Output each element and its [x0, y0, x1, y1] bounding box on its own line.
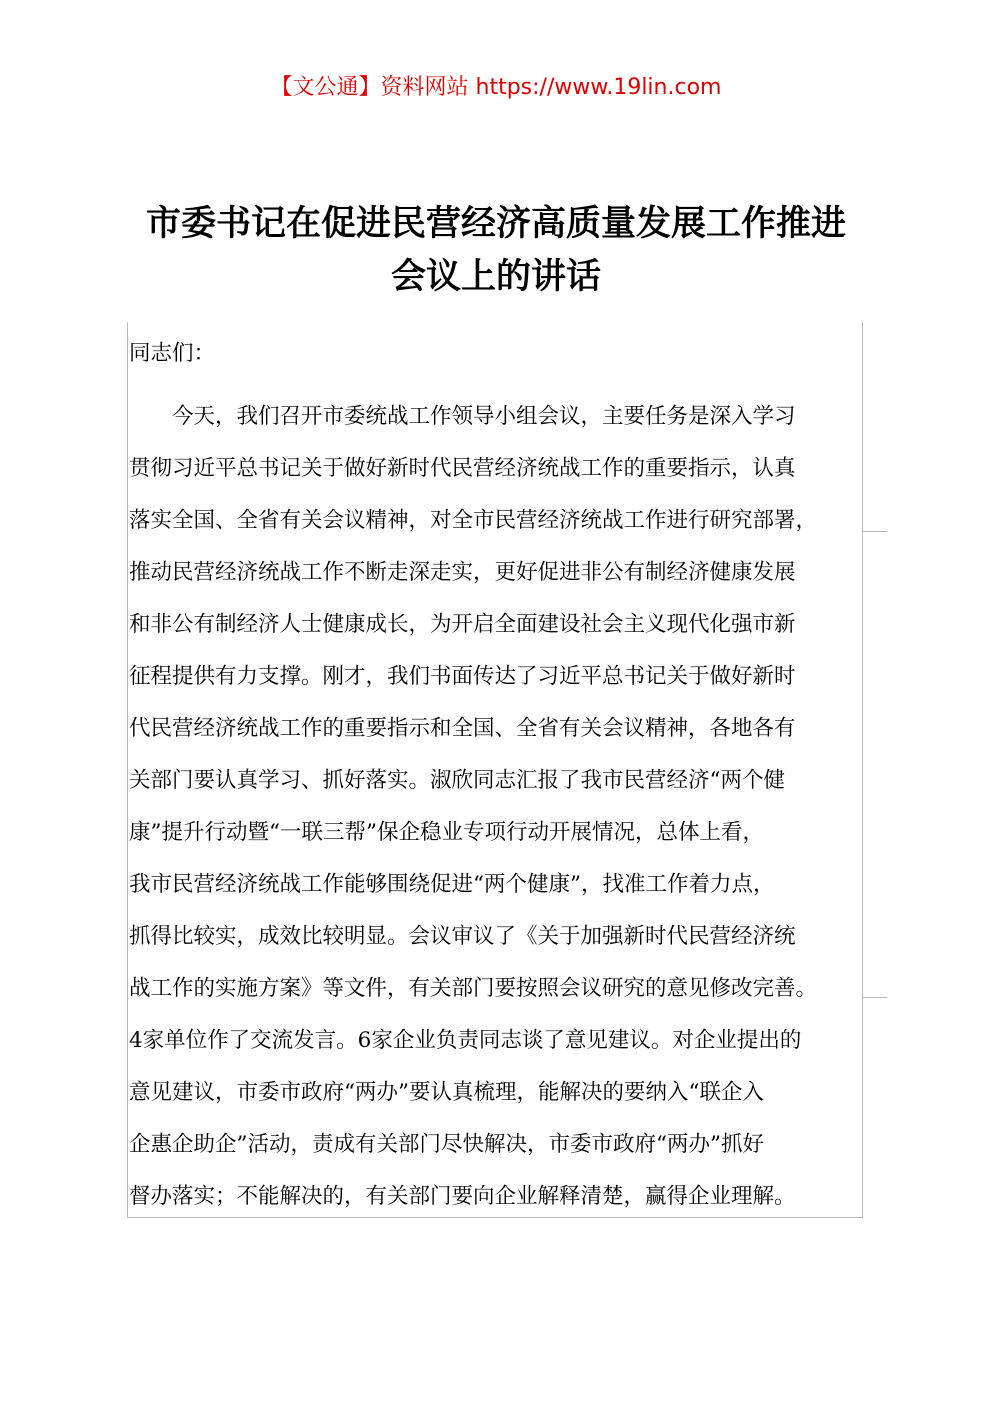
- body-line: 4家单位作了交流发言。6家企业负责同志谈了意见建议。对企业提出的: [129, 1028, 802, 1053]
- body-line: 今天，我们召开市委统战工作领导小组会议，主要任务是深入学习: [129, 404, 796, 429]
- body-line: 推动民营经济统战工作不断走深走实，更好促进非公有制经济健康发展: [129, 560, 796, 585]
- title-line-1: 市委书记在促进民营经济高质量发展工作推进: [145, 204, 846, 244]
- site-header: 【文公通】资料网站 https://www.19lin.com: [270, 75, 722, 100]
- body-line: 贯彻习近平总书记关于做好新时代民营经济统战工作的重要指示，认真: [129, 456, 796, 481]
- title-line-2: 会议上的讲话: [390, 257, 601, 297]
- body-line: 意见建议，市委市政府“两办”要认真梳理，能解决的要纳入“联企入: [129, 1080, 764, 1105]
- body-line: 战工作的实施方案》等文件，有关部门要按照会议研究的意见修改完善。: [129, 976, 818, 1001]
- body-line: 代民营经济统战工作的重要指示和全国、全省有关会议精神，各地各有: [129, 716, 796, 741]
- body-line: 征程提供有力支撑。刚才，我们书面传达了习近平总书记关于做好新时: [129, 664, 796, 689]
- body-line: 关部门要认真学习、抓好落实。淑欣同志汇报了我市民营经济“两个健: [129, 768, 785, 793]
- body-line: 我市民营经济统战工作能够围绕促进“两个健康”，找准工作着力点，: [129, 872, 775, 897]
- body-line: 督办落实；不能解决的，有关部门要向企业解释清楚，赢得企业理解。: [129, 1184, 796, 1209]
- body-line: 和非公有制经济人士健康成长，为开启全面建设社会主义现代化强市新: [129, 612, 796, 637]
- body-line: 企惠企助企”活动，责成有关部门尽快解决，市委市政府“两办”抓好: [129, 1132, 764, 1157]
- body-line: 落实全国、全省有关会议精神，对全市民营经济统战工作进行研究部署，: [129, 508, 818, 533]
- salutation: 同志们：: [129, 341, 216, 366]
- body-line: 康”提升行动暨“一联三帮”保企稳业专项行动开展情况，总体上看，: [129, 820, 764, 845]
- page-title: [110, 198, 882, 304]
- body-line: 抓得比较实，成效比较明显。会议审议了《关于加强新时代民营经济统: [129, 924, 796, 949]
